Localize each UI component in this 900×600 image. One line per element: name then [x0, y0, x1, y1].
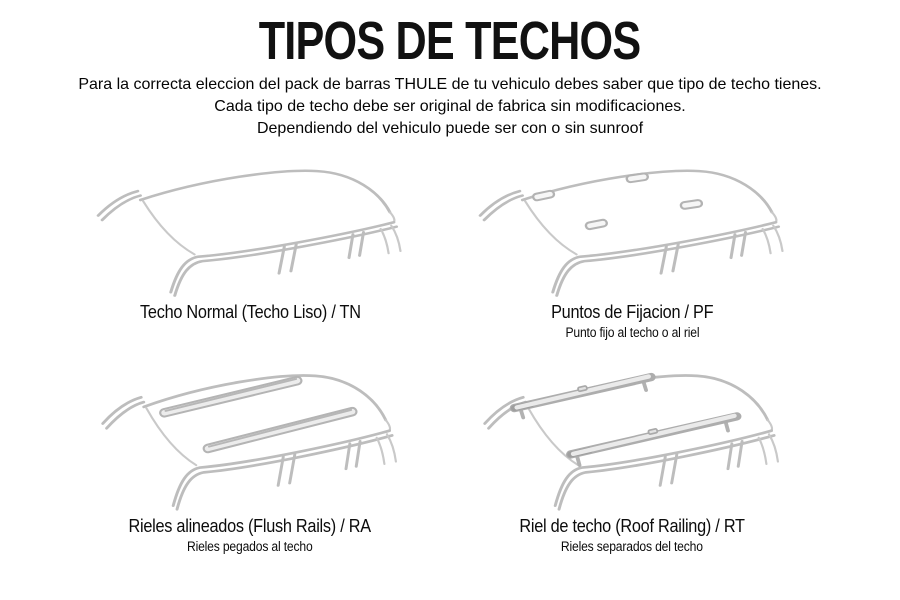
roof-type-label-ra: Rieles alineados (Flush Rails) / RA [128, 515, 372, 536]
roof-type-label-tn: Techo Normal (Techo Liso) / TN [139, 301, 361, 322]
roof-type-sublabel-rt: Rieles separados del techo [561, 539, 703, 554]
roof-type-sublabel-pf: Punto fijo al techo o al riel [565, 325, 699, 340]
raised-railing-roof-illustration [472, 364, 792, 514]
roof-type-card-pf [432, 160, 832, 341]
roof-type-card-rt [432, 364, 832, 555]
page-title: TIPOS DE TECHOS [259, 11, 641, 71]
roof-outline [98, 171, 400, 296]
intro-paragraph [0, 74, 900, 140]
roof-outline [480, 171, 782, 296]
intro-line-1: Para la correcta eleccion del pack de barras THULE de tu vehiculo debes saber que tipo de techo tienes. [78, 76, 822, 93]
intro-line-3: Dependiendo del vehiculo puede ser con o sin sunroof [256, 120, 644, 137]
fixation-pads [532, 173, 702, 230]
roof-type-label-pf: Puntos de Fijacion / PF [550, 301, 714, 322]
fixation-points-roof-illustration [467, 160, 797, 300]
roof-type-sublabel-ra: Rieles pegados al techo [187, 539, 313, 554]
roof-type-card-tn [50, 160, 450, 341]
roof-type-label-rt: Riel de techo (Roof Railing) / RT [519, 515, 745, 536]
smooth-roof-illustration [85, 160, 415, 300]
roof-type-sublabel-tn [50, 324, 450, 341]
flush-rails [164, 379, 352, 449]
flush-rails-roof-illustration [90, 364, 410, 514]
title-row [0, 11, 900, 71]
intro-line-2: Cada tipo de techo debe ser original de fabrica sin modificaciones. [214, 98, 686, 115]
roof-type-card-ra [50, 364, 450, 555]
